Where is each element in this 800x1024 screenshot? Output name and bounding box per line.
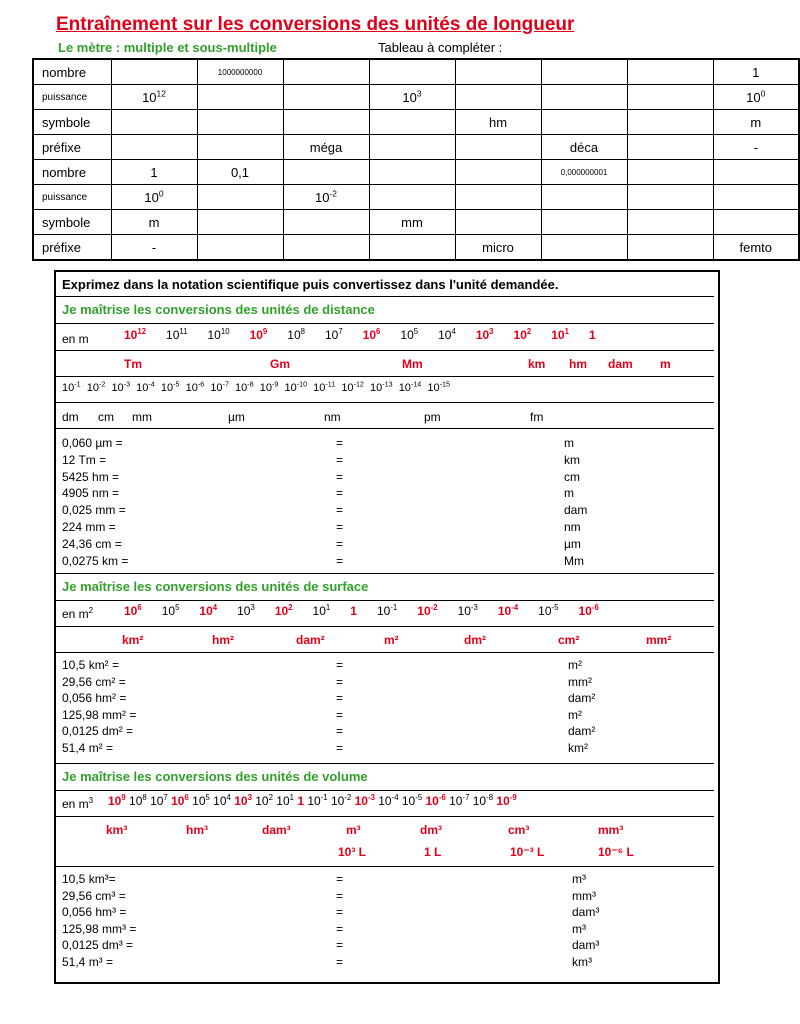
surface-en-label: en $m^2$ — [62, 606, 94, 621]
exercise-question: 0,0275 km = — [62, 553, 129, 568]
distance-powers-big: $10^{12}$ $10^{11}$ $10^{10}$ $10^9$ $10^8$ $10^7$ $10^6$ $10^5$ $10^4$ $10^3$ $10^2$ $10^1$ 1 — [124, 327, 596, 342]
table-cell: 0,000000001 — [541, 160, 627, 185]
table-cell: déca — [541, 135, 627, 160]
table-cell: m — [713, 110, 799, 135]
table-cell: - — [713, 135, 799, 160]
exercise-equals: = — [336, 872, 344, 886]
unit-dam: dam — [608, 357, 633, 371]
table-cell[interactable] — [627, 110, 713, 135]
unit-mm2: mm² — [646, 633, 672, 647]
volume-heading-row — [56, 764, 714, 791]
unit-fm: fm — [530, 410, 544, 424]
table-cell: micro — [455, 235, 541, 261]
exercise-target-unit: dam — [564, 503, 588, 518]
exercise-equals: = — [336, 486, 344, 501]
exercise-question: 224 mm = — [62, 520, 116, 534]
subtitle-right: Tableau à compléter : — [378, 40, 503, 55]
row-label: puissance — [33, 85, 111, 110]
table-cell[interactable] — [369, 59, 455, 85]
table-cell[interactable] — [455, 85, 541, 110]
unit-km3: km³ — [106, 823, 128, 837]
table-cell: $10^3$ — [369, 85, 455, 110]
exercise-question: 0,056 hm³ = — [62, 905, 127, 920]
volume-en-label: en $m^3$ — [62, 796, 94, 811]
litre-milli: 10⁻³ L — [510, 845, 545, 859]
exercise-equals: = — [336, 921, 344, 936]
table-cell[interactable] — [111, 59, 197, 85]
unit-cm: cm — [98, 410, 114, 424]
exercise-target-unit: m³ — [572, 872, 586, 886]
table-cell[interactable] — [283, 210, 369, 235]
table-cell[interactable] — [455, 160, 541, 185]
exercise-target-unit: dam³ — [572, 905, 600, 920]
exercise-question: 5425 hm = — [62, 469, 120, 484]
table-cell[interactable] — [369, 110, 455, 135]
row-label: préfixe — [33, 235, 111, 261]
exercise-question: 51,4 m³ = — [62, 955, 114, 969]
exercise-question: 10,5 km² = — [62, 658, 120, 672]
table-cell[interactable] — [627, 185, 713, 210]
exercise-equals: = — [336, 520, 344, 534]
unit-km: km — [528, 357, 546, 371]
table-cell[interactable] — [455, 185, 541, 210]
table-cell[interactable] — [197, 210, 283, 235]
exercise-target-unit: mm³ — [572, 888, 596, 903]
unit-dm: dm — [62, 410, 79, 424]
table-cell: $10^{-2}$ — [283, 185, 369, 210]
exercise-equals: = — [336, 741, 344, 755]
table-cell: - — [111, 235, 197, 261]
volume-powers: $10^9$ $10^8$ $10^7$ $10^6$ $10^5$ $10^4$ $10^3$ $10^2$ $10^1$ 1 $10^{-1}$ $10^{-2}$ $10^{-3}$ $10^{-4}$ $10^{-5}$ $10^{-6}$ $10^{-7}$ $10^{-8}$ $10^{-9}$ — [108, 793, 517, 808]
surface-powers: $10^6$ $10^5$ $10^4$ $10^3$ $10^2$ $10^1$ 1 $10^{-1}$ $10^{-2}$ $10^{-3}$ $10^{-4}$ $10^{-5}$ $10^{-6}$ — [124, 603, 599, 618]
table-cell[interactable] — [283, 85, 369, 110]
exercise-question: 125,98 mm³ = — [62, 921, 137, 936]
exercise-question: 0,060 µm = — [62, 436, 123, 450]
row-label: symbole — [33, 210, 111, 235]
table-cell[interactable] — [541, 110, 627, 135]
exercise-equals: = — [336, 905, 344, 920]
unit-hm3: hm³ — [186, 823, 208, 837]
table-cell[interactable] — [283, 59, 369, 85]
prefix-table-row — [33, 85, 799, 110]
table-cell[interactable] — [627, 160, 713, 185]
surface-heading-row — [56, 574, 714, 601]
distance-en-label: en m — [62, 332, 89, 346]
subtitle-left: Le mètre : multiple et sous-multiple — [58, 40, 277, 55]
table-cell: méga — [283, 135, 369, 160]
table-cell[interactable] — [369, 135, 455, 160]
exercise-question: 0,056 hm² = — [62, 691, 127, 706]
volume-heading: Je maîtrise les conversions des unités de volume — [62, 769, 368, 784]
exercise-box — [54, 270, 720, 984]
exercise-equals: = — [336, 436, 344, 450]
exercise-equals: = — [336, 691, 344, 706]
table-cell[interactable] — [369, 160, 455, 185]
exercise-question: 125,98 mm² = — [62, 707, 137, 722]
exercise-target-unit: mm² — [568, 674, 592, 689]
exercise-question: 0,0125 dm² = — [62, 724, 134, 739]
litre-1: 1 L — [424, 845, 442, 859]
exercise-question: 29,56 cm³ = — [62, 888, 126, 903]
exercise-equals: = — [336, 724, 344, 739]
unit-hm2: hm² — [212, 633, 234, 647]
exercise-question: 4905 nm = — [62, 486, 120, 501]
unit-dam2: dam² — [296, 633, 325, 647]
exercise-target-unit: km — [564, 452, 580, 467]
distance-powers-small: $10^{-1}$ $10^{-2}$ $10^{-3}$ $10^{-4}$ $10^{-5}$ $10^{-6}$ $10^{-7}$ $10^{-8}$ $10^{-9}$ $10^{-10}$ $10^{-11}$ $10^{-12}$ $10^{-13}$ $10^{-14}$ $10^{-15}$ — [62, 380, 450, 394]
litre-1000: 10³ L — [338, 845, 367, 859]
table-cell[interactable] — [197, 135, 283, 160]
prefix-table-row — [33, 185, 799, 210]
table-cell[interactable] — [627, 235, 713, 261]
prefix-table-row — [33, 135, 799, 160]
litre-micro: 10⁻⁶ L — [598, 845, 634, 859]
exercise-target-unit: nm — [564, 520, 581, 534]
table-cell[interactable] — [713, 160, 799, 185]
exercise-equals: = — [336, 469, 344, 484]
exercise-equals: = — [336, 503, 344, 518]
row-label: symbole — [33, 110, 111, 135]
unit-dam3: dam³ — [262, 823, 291, 837]
exercise-question: 51,4 m² = — [62, 741, 114, 755]
row-label: préfixe — [33, 135, 111, 160]
surface-heading: Je maîtrise les conversions des unités de surface — [62, 579, 369, 594]
prefix-table-row — [33, 235, 799, 261]
unit-dm2: dm² — [464, 633, 486, 647]
exercise-target-unit: km³ — [572, 955, 592, 969]
table-cell: femto — [713, 235, 799, 261]
exercise-question: 10,5 km³= — [62, 872, 116, 886]
unit-um: µm — [228, 410, 245, 424]
table-cell[interactable] — [283, 160, 369, 185]
exercise-equals: = — [336, 888, 344, 903]
distance-heading-row — [56, 297, 714, 324]
unit-cm2: cm² — [558, 633, 580, 647]
exercise-target-unit: km² — [568, 741, 588, 755]
unit-nm: nm — [324, 410, 341, 424]
table-cell: 1000000000 — [197, 59, 283, 85]
table-cell[interactable] — [541, 85, 627, 110]
exercise-target-unit: m² — [568, 707, 582, 722]
unit-Tm: Tm — [124, 357, 142, 371]
table-cell[interactable] — [713, 210, 799, 235]
table-cell: $10^0$ — [713, 85, 799, 110]
exercise-equals: = — [336, 452, 344, 467]
exercise-equals: = — [336, 707, 344, 722]
unit-dm3: dm³ — [420, 823, 442, 837]
table-cell[interactable] — [455, 210, 541, 235]
exercise-question: 29,56 cm² = — [62, 674, 126, 689]
table-cell[interactable] — [283, 235, 369, 261]
exercise-equals: = — [336, 536, 344, 551]
exercise-target-unit: Mm — [564, 553, 584, 568]
table-cell[interactable] — [455, 59, 541, 85]
table-cell[interactable] — [369, 185, 455, 210]
unit-mm3: mm³ — [598, 823, 624, 837]
exercise-target-unit: dam³ — [572, 938, 600, 953]
page-title: Entraînement sur les conversions des unités de longueur — [56, 14, 575, 35]
exercise-target-unit: m — [564, 436, 574, 450]
exercise-target-unit: m³ — [572, 921, 586, 936]
prefix-table — [32, 58, 800, 261]
exercise-target-unit: dam² — [568, 691, 596, 706]
distance-heading: Je maîtrise les conversions des unités de distance — [62, 302, 375, 317]
table-cell[interactable] — [197, 85, 283, 110]
table-cell: m — [111, 210, 197, 235]
prefix-table-row — [33, 110, 799, 135]
table-cell: 0,1 — [197, 160, 283, 185]
table-cell: $10^0$ — [111, 185, 197, 210]
exercise-equals: = — [336, 658, 344, 672]
table-cell: $10^{12}$ — [111, 85, 197, 110]
exercise-target-unit: dam² — [568, 724, 596, 739]
exercise-question: 0,0125 dm³ = — [62, 938, 134, 953]
unit-Mm: Mm — [402, 357, 423, 371]
table-cell: 1 — [111, 160, 197, 185]
exercise-question: 0,025 mm = — [62, 503, 126, 518]
exercise-target-unit: m² — [568, 658, 582, 672]
table-cell: 1 — [713, 59, 799, 85]
unit-m3: m³ — [346, 823, 361, 837]
exercise-question: 12 Tm = — [62, 452, 107, 467]
table-cell[interactable] — [197, 110, 283, 135]
table-cell[interactable] — [541, 185, 627, 210]
unit-m: m — [660, 357, 671, 371]
row-label: nombre — [33, 59, 111, 85]
prefix-table-row — [33, 210, 799, 235]
unit-cm3: cm³ — [508, 823, 530, 837]
exercise-equals: = — [336, 553, 344, 568]
table-cell: mm — [369, 210, 455, 235]
table-cell[interactable] — [713, 185, 799, 210]
table-cell[interactable] — [111, 110, 197, 135]
exercise-question: 24,36 cm = — [62, 536, 122, 551]
unit-mm: mm — [132, 410, 152, 424]
prefix-table-row — [33, 160, 799, 185]
table-cell[interactable] — [111, 135, 197, 160]
exercise-equals: = — [336, 938, 344, 953]
table-cell[interactable] — [197, 235, 283, 261]
exercise-target-unit: cm — [564, 469, 580, 484]
table-cell[interactable] — [455, 135, 541, 160]
row-label: puissance — [33, 185, 111, 210]
table-cell[interactable] — [627, 85, 713, 110]
table-cell[interactable] — [541, 59, 627, 85]
row-label: nombre — [33, 160, 111, 185]
table-cell[interactable] — [283, 110, 369, 135]
prefix-table-row — [33, 59, 799, 85]
instruction-text: Exprimez dans la notation scientifique puis convertissez dans l'unité demandée. — [62, 277, 559, 292]
unit-m2: m² — [384, 633, 399, 647]
table-cell[interactable] — [541, 210, 627, 235]
table-cell[interactable] — [627, 59, 713, 85]
table-cell[interactable] — [541, 235, 627, 261]
exercise-target-unit: µm — [564, 536, 581, 551]
table-cell[interactable] — [197, 185, 283, 210]
table-cell[interactable] — [369, 235, 455, 261]
unit-pm: pm — [424, 410, 441, 424]
table-cell[interactable] — [627, 135, 713, 160]
instruction-row — [56, 272, 714, 297]
unit-km2: km² — [122, 633, 144, 647]
unit-hm: hm — [569, 357, 587, 371]
unit-Gm: Gm — [270, 357, 291, 371]
exercise-target-unit: m — [564, 486, 574, 501]
exercise-equals: = — [336, 955, 344, 969]
table-cell[interactable] — [627, 210, 713, 235]
table-cell: hm — [455, 110, 541, 135]
exercise-equals: = — [336, 674, 344, 689]
